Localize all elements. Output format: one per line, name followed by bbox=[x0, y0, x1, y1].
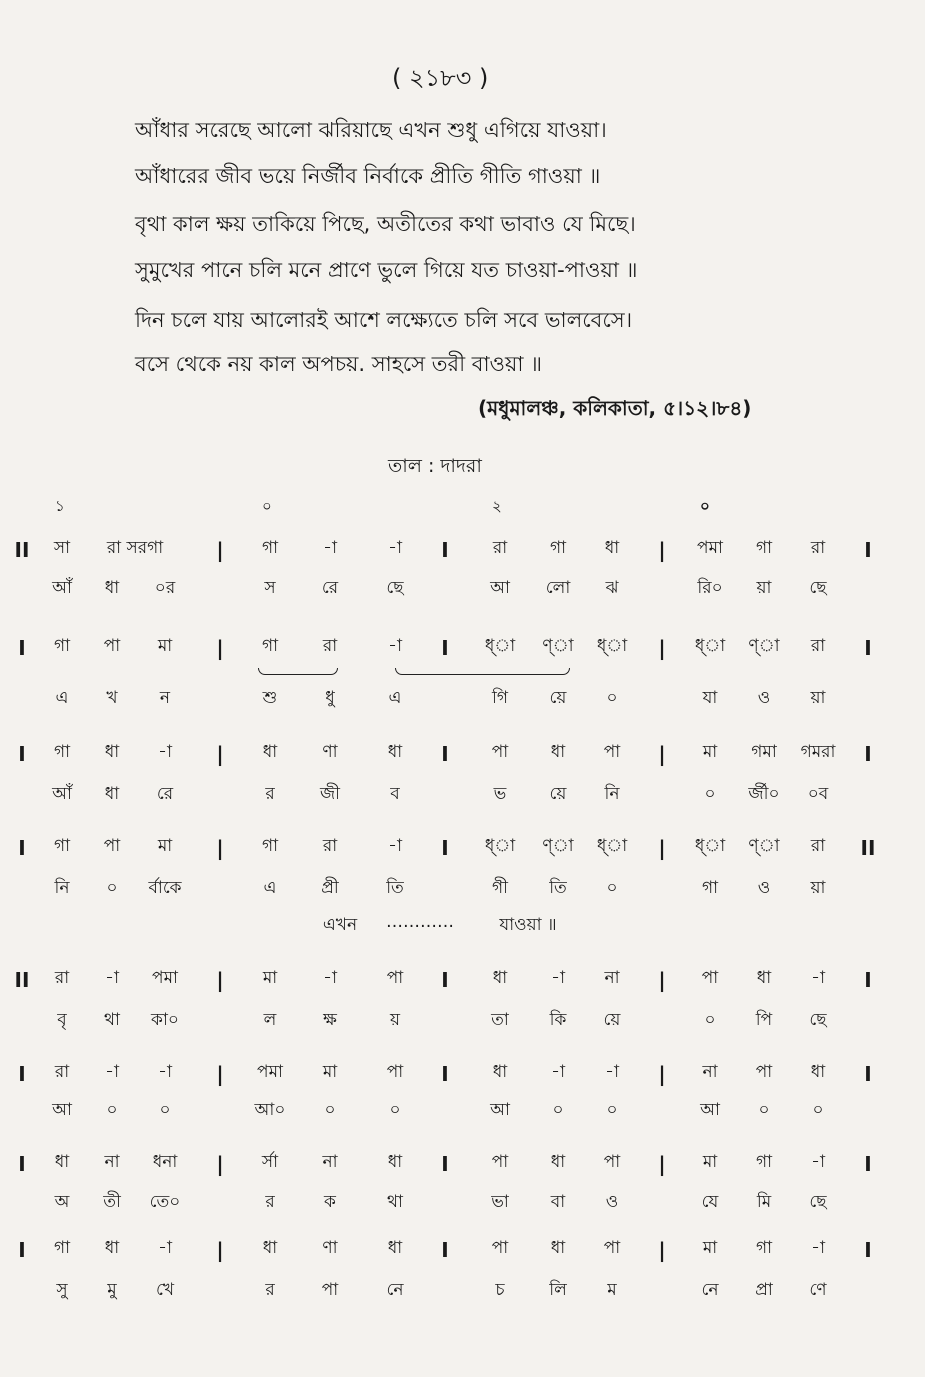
swara-note: গা bbox=[549, 538, 567, 558]
swara-note: ণ্া bbox=[748, 636, 780, 656]
barline-close: I bbox=[864, 1152, 872, 1176]
beat-mark: ২ bbox=[492, 497, 502, 515]
barline: | bbox=[216, 968, 224, 992]
lyric-syllable: রি০ bbox=[697, 578, 723, 598]
lyric-syllable: র bbox=[265, 784, 275, 804]
swara-note: ণ্া bbox=[748, 836, 780, 856]
swara-note: গা bbox=[53, 1238, 71, 1258]
barline: | bbox=[216, 742, 224, 766]
barline: | bbox=[216, 1152, 224, 1176]
swara-note: -া bbox=[323, 538, 337, 558]
swara-note: -া bbox=[323, 968, 337, 988]
swara-note: ধা bbox=[104, 742, 120, 762]
beat-mark: ০ bbox=[700, 497, 710, 515]
page-number: ( ২১৮৩ ) bbox=[392, 64, 489, 92]
lyric-syllable: আ bbox=[52, 1100, 72, 1120]
lyric-syllable: এ bbox=[388, 688, 402, 708]
barline: | bbox=[216, 538, 224, 562]
swara-note: গা bbox=[53, 636, 71, 656]
lyric-syllable: এ bbox=[263, 878, 277, 898]
barline: | bbox=[658, 1062, 666, 1086]
lyric-syllable: ক bbox=[324, 1192, 336, 1212]
swara-note: ধা bbox=[810, 1062, 826, 1082]
swara-note: রা সরগা bbox=[106, 538, 164, 558]
lyric-syllable: তি bbox=[549, 878, 567, 898]
barline-close: I bbox=[864, 742, 872, 766]
lyric-syllable: য়া bbox=[810, 688, 826, 708]
swara-note: গা bbox=[755, 1238, 773, 1258]
swara-note: পা bbox=[386, 968, 404, 988]
swara-note: মা bbox=[702, 1152, 718, 1172]
barline: I bbox=[441, 742, 449, 766]
swara-note: -া bbox=[158, 1062, 172, 1082]
barline-open: I bbox=[18, 1062, 26, 1086]
swara-note: পা bbox=[491, 1152, 509, 1172]
lyric-syllable: লি bbox=[549, 1280, 567, 1300]
barline: I bbox=[441, 1062, 449, 1086]
lyric-syllable: র bbox=[265, 1280, 275, 1300]
lyric-syllable: ভ bbox=[493, 784, 507, 804]
lyric-syllable: ০ bbox=[106, 1100, 118, 1120]
swara-note: না bbox=[702, 1062, 718, 1082]
lyric-syllable: ছে bbox=[809, 578, 827, 598]
barline-close: II bbox=[860, 836, 876, 860]
swara-note: ধ্া bbox=[694, 636, 726, 656]
swara-note: ধা bbox=[387, 1238, 403, 1258]
swara-note: -া bbox=[105, 968, 119, 988]
lyric-syllable: তে০ bbox=[149, 1192, 181, 1212]
barline-open: I bbox=[18, 1152, 26, 1176]
lyric-syllable: থা bbox=[104, 1010, 120, 1030]
swara-note: ধা bbox=[262, 742, 278, 762]
swara-note: -া bbox=[811, 968, 825, 988]
lyric-syllable: র্বাকে bbox=[148, 878, 182, 898]
lyric-syllable: সু bbox=[56, 1280, 68, 1300]
slur-mark bbox=[395, 668, 570, 675]
swara-note: পা bbox=[603, 742, 621, 762]
swara-note: গমা bbox=[751, 742, 777, 762]
swara-note: ধা bbox=[550, 742, 566, 762]
lyric-syllable: র bbox=[265, 1192, 275, 1212]
lyric-syllable: ও bbox=[757, 688, 771, 708]
lyric-line: সুমুখের পানে চলি মনে প্রাণে ভুলে গিয়ে যত চাওয়া-পাওয়া ॥ bbox=[135, 258, 638, 282]
lyric-syllable: কি bbox=[549, 1010, 567, 1030]
barline: | bbox=[216, 636, 224, 660]
barline: I bbox=[441, 1238, 449, 1262]
barline: I bbox=[441, 836, 449, 860]
barline: | bbox=[216, 836, 224, 860]
lyric-syllable: ব bbox=[390, 784, 400, 804]
swara-note: ধা bbox=[387, 742, 403, 762]
barline-close: I bbox=[864, 1062, 872, 1086]
swara-note: রা bbox=[322, 636, 338, 656]
beat-mark: ০ bbox=[262, 497, 272, 515]
barline: | bbox=[658, 836, 666, 860]
barline: | bbox=[216, 1062, 224, 1086]
lyric-syllable: চ bbox=[495, 1280, 505, 1300]
lyric-syllable: ল bbox=[263, 1010, 277, 1030]
swara-note: ধ্া bbox=[694, 836, 726, 856]
lyric-syllable: আ bbox=[490, 578, 510, 598]
barline: I bbox=[441, 968, 449, 992]
slur-mark bbox=[258, 668, 338, 675]
lyric-syllable: ০ bbox=[606, 878, 618, 898]
lyric-syllable: ধু bbox=[325, 688, 335, 708]
lyric-syllable: স bbox=[264, 578, 276, 598]
swara-note: পা bbox=[603, 1152, 621, 1172]
barline-open: II bbox=[14, 538, 30, 562]
swara-note: ধা bbox=[387, 1152, 403, 1172]
lyric-syllable: গী bbox=[491, 878, 509, 898]
swara-note: -া bbox=[811, 1238, 825, 1258]
barline: | bbox=[658, 742, 666, 766]
barline-open: I bbox=[18, 742, 26, 766]
swara-note: ধা bbox=[492, 968, 508, 988]
swara-note: ধ্া bbox=[596, 636, 628, 656]
repeat-start: এখন bbox=[322, 915, 358, 935]
lyric-syllable: রে bbox=[321, 578, 339, 598]
source-citation: (মধুমালঞ্চ, কলিকাতা, ৫।১২।৮৪) bbox=[478, 396, 752, 420]
lyric-syllable: ছে bbox=[809, 1010, 827, 1030]
lyric-line: বসে থেকে নয় কাল অপচয়. সাহসে তরী বাওয়া ॥ bbox=[135, 352, 543, 376]
lyric-syllable: এ bbox=[55, 688, 69, 708]
swara-note: গা bbox=[755, 1152, 773, 1172]
swara-note: পা bbox=[491, 1238, 509, 1258]
swara-note: না bbox=[104, 1152, 120, 1172]
beat-mark: ১ bbox=[55, 497, 65, 515]
swara-note: পমা bbox=[257, 1062, 283, 1082]
lyric-syllable: ও bbox=[757, 878, 771, 898]
lyric-syllable: পা bbox=[321, 1280, 339, 1300]
swara-note: গা bbox=[755, 538, 773, 558]
swara-note: রা bbox=[322, 836, 338, 856]
barline: | bbox=[658, 1238, 666, 1262]
lyric-syllable: শু bbox=[262, 688, 278, 708]
lyric-syllable: য়ে bbox=[603, 1010, 621, 1030]
lyric-syllable: আঁ bbox=[52, 578, 72, 598]
barline: I bbox=[441, 1152, 449, 1176]
swara-note: রা bbox=[810, 836, 826, 856]
lyric-syllable: ছে bbox=[809, 1192, 827, 1212]
swara-note: ধা bbox=[604, 538, 620, 558]
swara-note: -া bbox=[388, 636, 402, 656]
lyric-syllable: আ bbox=[490, 1100, 510, 1120]
swara-note: -া bbox=[551, 1062, 565, 1082]
barline-open: I bbox=[18, 636, 26, 660]
swara-note: পা bbox=[755, 1062, 773, 1082]
swara-note: -া bbox=[158, 1238, 172, 1258]
lyric-syllable: ০ bbox=[552, 1100, 564, 1120]
lyric-syllable: পি bbox=[755, 1010, 773, 1030]
swara-note: মা bbox=[262, 968, 278, 988]
lyric-syllable: য়ে bbox=[549, 688, 567, 708]
swara-note: ণ্া bbox=[542, 636, 574, 656]
lyric-line: দিন চলে যায় আলোরই আশে লক্ষ্যেতে চলি সবে ভালবেসে। bbox=[135, 308, 633, 332]
swara-note: মা bbox=[157, 636, 173, 656]
swara-note: সা bbox=[53, 538, 71, 558]
lyric-syllable: ধা bbox=[104, 578, 120, 598]
lyric-syllable: ০ব bbox=[807, 784, 829, 804]
swara-note: মা bbox=[322, 1062, 338, 1082]
barline-open: I bbox=[18, 1238, 26, 1262]
lyric-syllable: গি bbox=[491, 688, 509, 708]
lyric-syllable: ম bbox=[607, 1280, 617, 1300]
lyric-syllable: রে bbox=[156, 784, 174, 804]
lyric-line: আঁধারের জীব ভয়ে নির্জীব নির্বাকে প্রীতি গীতি গাওয়া ॥ bbox=[135, 164, 601, 188]
swara-note: ধা bbox=[756, 968, 772, 988]
lyric-syllable: নি bbox=[54, 878, 70, 898]
swara-note: ধনা bbox=[152, 1152, 178, 1172]
lyric-syllable: য়া bbox=[810, 878, 826, 898]
lyric-syllable: নি bbox=[604, 784, 620, 804]
swara-note: পা bbox=[603, 1238, 621, 1258]
swara-note: গা bbox=[53, 742, 71, 762]
swara-note: ণা bbox=[322, 742, 338, 762]
swara-note: ধা bbox=[550, 1238, 566, 1258]
lyric-syllable: যে bbox=[701, 1192, 719, 1212]
barline: | bbox=[658, 636, 666, 660]
swara-note: পা bbox=[491, 742, 509, 762]
swara-note: -া bbox=[105, 1062, 119, 1082]
lyric-syllable: য় bbox=[389, 1010, 401, 1030]
lyric-syllable: আ bbox=[700, 1100, 720, 1120]
swara-note: পা bbox=[386, 1062, 404, 1082]
lyric-syllable: লো bbox=[545, 578, 571, 598]
lyric-syllable: ণে bbox=[809, 1280, 827, 1300]
swara-note: পা bbox=[103, 836, 121, 856]
swara-note: পা bbox=[701, 968, 719, 988]
lyric-syllable: য়ে bbox=[549, 784, 567, 804]
lyric-line: আঁধার সরেছে আলো ঝরিয়াছে এখন শুধু এগিয়ে যাওয়া। bbox=[135, 118, 607, 142]
lyric-syllable: ০ bbox=[812, 1100, 824, 1120]
lyric-syllable: ০ bbox=[704, 784, 716, 804]
lyric-syllable: প্রা bbox=[755, 1280, 773, 1300]
swara-note: পা bbox=[103, 636, 121, 656]
swara-note: না bbox=[322, 1152, 338, 1172]
barline: | bbox=[658, 968, 666, 992]
swara-note: ধা bbox=[550, 1152, 566, 1172]
barline: | bbox=[216, 1238, 224, 1262]
barline: I bbox=[441, 538, 449, 562]
lyric-syllable: ০ bbox=[106, 878, 118, 898]
lyric-syllable: তি bbox=[386, 878, 404, 898]
lyric-syllable: নে bbox=[701, 1280, 719, 1300]
swara-note: -া bbox=[551, 968, 565, 988]
swara-note: ণা bbox=[322, 1238, 338, 1258]
lyric-syllable: ০ bbox=[758, 1100, 770, 1120]
lyric-syllable: ছে bbox=[386, 578, 404, 598]
lyric-syllable: ভা bbox=[491, 1192, 509, 1212]
swara-note: গা bbox=[261, 836, 279, 856]
swara-note: ধা bbox=[262, 1238, 278, 1258]
swara-note: -া bbox=[388, 538, 402, 558]
barline-open: I bbox=[18, 836, 26, 860]
repeat-end: যাওয়া ॥ bbox=[499, 915, 557, 935]
swara-note: মা bbox=[157, 836, 173, 856]
swara-note: ধা bbox=[104, 1238, 120, 1258]
swara-note: গমরা bbox=[800, 742, 836, 762]
lyric-syllable: তী bbox=[103, 1192, 121, 1212]
swara-note: -া bbox=[388, 836, 402, 856]
lyric-syllable: ০ bbox=[159, 1100, 171, 1120]
swara-note: গা bbox=[53, 836, 71, 856]
barline-close: I bbox=[864, 636, 872, 660]
lyric-syllable: নে bbox=[386, 1280, 404, 1300]
lyric-syllable: ধা bbox=[104, 784, 120, 804]
repeat-dots: ………… bbox=[386, 912, 454, 932]
barline: | bbox=[658, 538, 666, 562]
lyric-syllable: ০ bbox=[606, 1100, 618, 1120]
swara-note: গা bbox=[261, 538, 279, 558]
swara-note: ধা bbox=[492, 1062, 508, 1082]
lyric-syllable: অ bbox=[54, 1192, 70, 1212]
barline-open: II bbox=[14, 968, 30, 992]
lyric-syllable: জী bbox=[319, 784, 341, 804]
swara-note: রা bbox=[492, 538, 508, 558]
lyric-syllable: ০ bbox=[704, 1010, 716, 1030]
swara-note: পমা bbox=[152, 968, 178, 988]
swara-note: -া bbox=[811, 1152, 825, 1172]
lyric-syllable: য়া bbox=[756, 578, 772, 598]
swara-note: ধ্া bbox=[484, 636, 516, 656]
swara-note: রা bbox=[810, 538, 826, 558]
lyric-syllable: বৃ bbox=[57, 1010, 67, 1030]
tal-heading: তাল : দাদরা bbox=[388, 455, 482, 477]
barline: I bbox=[441, 636, 449, 660]
lyric-syllable: ০ bbox=[324, 1100, 336, 1120]
lyric-syllable: কা০ bbox=[151, 1010, 179, 1030]
lyric-syllable: গা bbox=[701, 878, 719, 898]
barline-close: I bbox=[864, 538, 872, 562]
swara-note: মা bbox=[702, 742, 718, 762]
lyric-syllable: থা bbox=[387, 1192, 403, 1212]
swara-note: ধা bbox=[54, 1152, 70, 1172]
swara-note: র্সা bbox=[261, 1152, 279, 1172]
swara-note: ধ্া bbox=[596, 836, 628, 856]
lyric-syllable: আ০ bbox=[254, 1100, 286, 1120]
barline: | bbox=[658, 1152, 666, 1176]
swara-note: পমা bbox=[697, 538, 723, 558]
swara-note: -া bbox=[158, 742, 172, 762]
lyric-syllable: মি bbox=[756, 1192, 772, 1212]
swara-note: মা bbox=[702, 1238, 718, 1258]
swara-note: ণ্া bbox=[542, 836, 574, 856]
lyric-syllable: র্জী০ bbox=[748, 784, 780, 804]
lyric-syllable: ও bbox=[605, 1192, 619, 1212]
barline-close: I bbox=[864, 1238, 872, 1262]
lyric-syllable: খ bbox=[106, 688, 118, 708]
lyric-syllable: ০ bbox=[389, 1100, 401, 1120]
swara-note: রা bbox=[810, 636, 826, 656]
lyric-syllable: ন bbox=[159, 688, 171, 708]
lyric-syllable: আঁ bbox=[52, 784, 72, 804]
lyric-syllable: ঝ bbox=[605, 578, 619, 598]
swara-note: রা bbox=[54, 1062, 70, 1082]
lyric-syllable: বা bbox=[550, 1192, 566, 1212]
lyric-syllable: প্রী bbox=[321, 878, 339, 898]
lyric-syllable: ক্ষ bbox=[323, 1010, 337, 1030]
swara-note: না bbox=[604, 968, 620, 988]
lyric-syllable: ০র bbox=[154, 578, 176, 598]
swara-note: ধ্া bbox=[484, 836, 516, 856]
swara-note: -া bbox=[605, 1062, 619, 1082]
barline-close: I bbox=[864, 968, 872, 992]
swara-note: রা bbox=[54, 968, 70, 988]
lyric-syllable: খে bbox=[155, 1280, 175, 1300]
lyric-syllable: যা bbox=[702, 688, 718, 708]
lyric-line: বৃথা কাল ক্ষয় তাকিয়ে পিছে, অতীতের কথা ভাবাও যে মিছে। bbox=[135, 212, 636, 236]
lyric-syllable: ০ bbox=[606, 688, 618, 708]
swara-note: গা bbox=[261, 636, 279, 656]
lyric-syllable: তা bbox=[491, 1010, 509, 1030]
lyric-syllable: মু bbox=[107, 1280, 117, 1300]
